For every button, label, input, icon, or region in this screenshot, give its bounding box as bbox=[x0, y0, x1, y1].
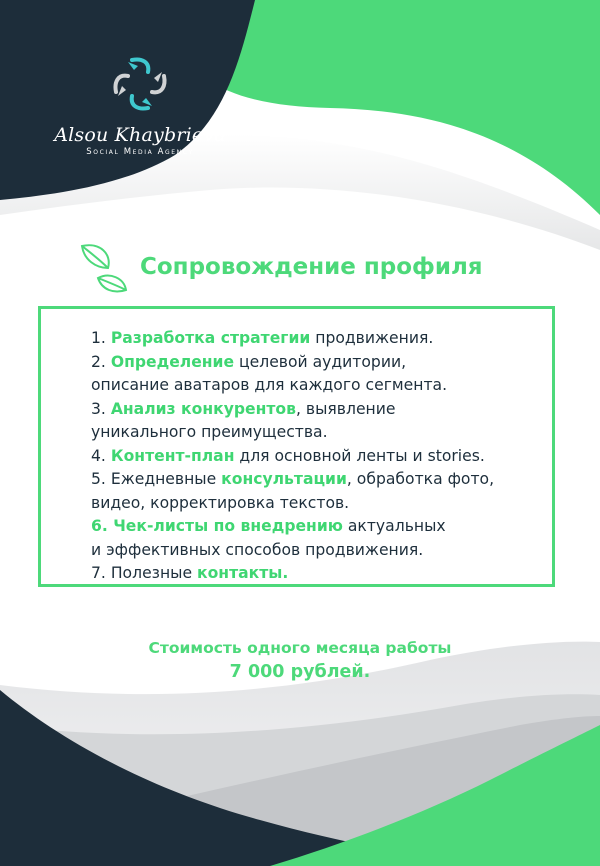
item-text: 4. bbox=[91, 446, 111, 465]
leaf-icon bbox=[76, 238, 130, 296]
highlight-text: Определение bbox=[110, 352, 235, 371]
list-item bbox=[91, 351, 494, 375]
item-text: и эффективных способов продвижения. bbox=[91, 540, 424, 559]
price-block bbox=[0, 636, 600, 684]
list-item bbox=[91, 492, 494, 516]
item-text: видео, корректировка текстов. bbox=[91, 493, 350, 512]
services-list bbox=[91, 327, 494, 586]
title-row bbox=[76, 238, 483, 296]
item-text: уникального преимущества. bbox=[91, 423, 328, 441]
highlight-text: контакты. bbox=[197, 564, 289, 582]
price-amount: 7 000 рублей. bbox=[229, 662, 371, 682]
highlight-text: Разработка стратегии bbox=[110, 329, 311, 347]
item-text: 7. Полезные bbox=[91, 564, 198, 582]
item-text: , обработка фото, bbox=[346, 470, 495, 488]
item-text: для основной ленты и stories. bbox=[234, 446, 485, 465]
item-text: продвижения. bbox=[310, 329, 434, 347]
list-item bbox=[91, 421, 494, 445]
brand-name: Alsou Khaybrieva bbox=[54, 124, 226, 146]
list-item bbox=[91, 327, 494, 351]
list-item bbox=[91, 515, 494, 539]
price-caption: Стоимость одного месяца работы bbox=[148, 639, 452, 657]
item-text: , выявление bbox=[296, 399, 396, 418]
item-text: описание аватаров для каждого сегмента. bbox=[91, 376, 448, 394]
list-item bbox=[91, 539, 494, 563]
list-item bbox=[91, 445, 494, 469]
list-item bbox=[91, 562, 494, 586]
highlight-text: 6. Чек-листы по внедрению bbox=[91, 517, 343, 535]
list-item bbox=[91, 468, 494, 492]
item-text: 5. Ежедневные bbox=[91, 470, 222, 488]
highlight-text: Контент-план bbox=[110, 446, 235, 465]
item-text: 1. bbox=[91, 329, 111, 347]
item-text: целевой аудитории, bbox=[234, 352, 407, 371]
services-box bbox=[38, 306, 555, 587]
brand-tagline: Social Media Agency bbox=[86, 147, 194, 157]
list-item bbox=[91, 398, 494, 422]
list-item bbox=[91, 374, 494, 398]
item-text: актуальных bbox=[342, 517, 446, 535]
highlight-text: Анализ конкурентов bbox=[110, 399, 296, 418]
item-text: 3. bbox=[91, 399, 111, 418]
brand-logo bbox=[40, 52, 240, 157]
logo-icon bbox=[108, 52, 172, 116]
item-text: 2. bbox=[91, 352, 111, 371]
highlight-text: консультации bbox=[221, 470, 347, 488]
page-title: Сопровождение профиля bbox=[140, 254, 483, 280]
